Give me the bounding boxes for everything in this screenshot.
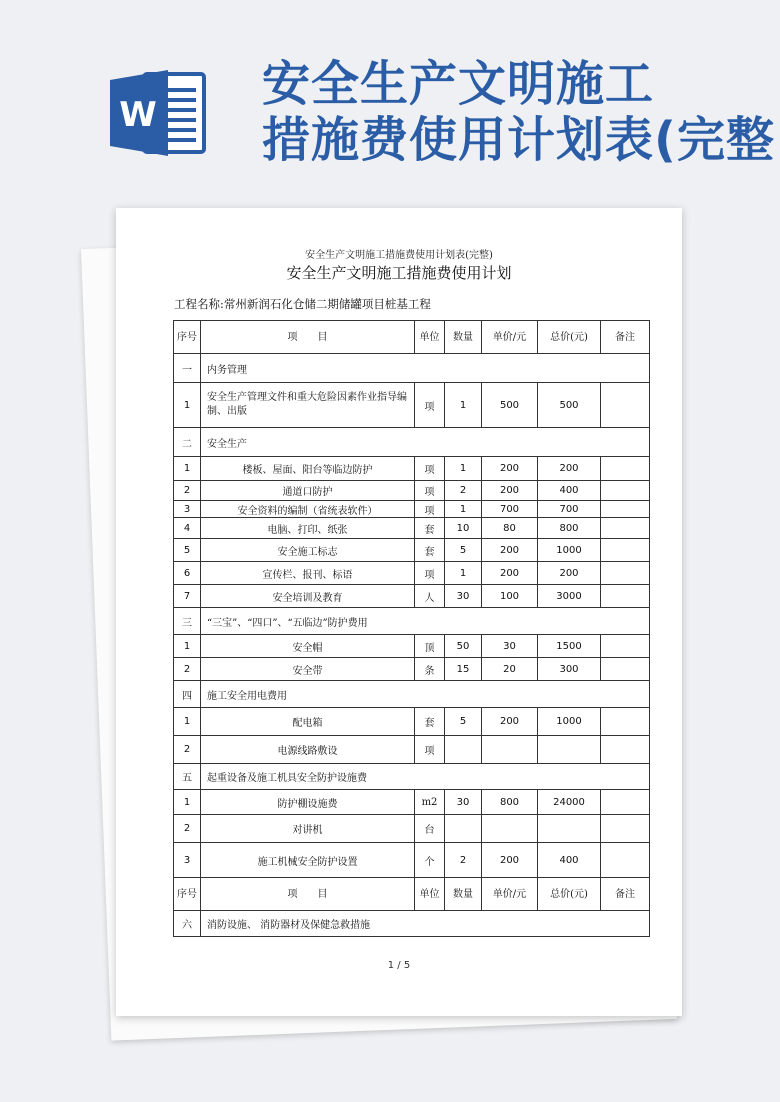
row-unit: 项 bbox=[415, 481, 445, 501]
row-number: 1 bbox=[174, 383, 201, 428]
row-number: 2 bbox=[174, 658, 201, 681]
word-icon bbox=[110, 68, 208, 158]
header-price: 单价/元 bbox=[482, 321, 538, 354]
section-row bbox=[174, 428, 650, 457]
header-unit: 单位 bbox=[415, 321, 445, 354]
row-unit: 条 bbox=[415, 658, 445, 681]
row-total-price bbox=[538, 736, 601, 764]
row-note bbox=[601, 635, 650, 658]
row-total-price: 300 bbox=[538, 658, 601, 681]
section-row bbox=[174, 681, 650, 708]
row-unit: 项 bbox=[415, 383, 445, 428]
section-row bbox=[174, 608, 650, 635]
row-unit: 套 bbox=[415, 539, 445, 562]
row-note bbox=[601, 658, 650, 681]
row-number: 1 bbox=[174, 790, 201, 815]
row-unit: 台 bbox=[415, 815, 445, 843]
row-unit: 个 bbox=[415, 843, 445, 878]
row-total-price: 500 bbox=[538, 383, 601, 428]
header-note: 备注 bbox=[601, 878, 650, 911]
row-item-name: 对讲机 bbox=[201, 815, 415, 843]
row-number: 1 bbox=[174, 635, 201, 658]
row-item-name: 施工机械安全防护设置 bbox=[201, 843, 415, 878]
row-quantity: 5 bbox=[445, 539, 482, 562]
row-item-name: 安全帽 bbox=[201, 635, 415, 658]
row-number: 1 bbox=[174, 457, 201, 481]
row-unit-price: 200 bbox=[482, 843, 538, 878]
table-row bbox=[174, 815, 650, 843]
row-quantity: 30 bbox=[445, 790, 482, 815]
table-row bbox=[174, 501, 650, 518]
table-row bbox=[174, 790, 650, 815]
row-note bbox=[601, 501, 650, 518]
section-row bbox=[174, 354, 650, 383]
banner-title-line2: 措施费使用计划表(完整 bbox=[262, 112, 775, 168]
row-unit: 项 bbox=[415, 501, 445, 518]
row-total-price: 1000 bbox=[538, 539, 601, 562]
section-number: 四 bbox=[174, 681, 201, 708]
row-note bbox=[601, 457, 650, 481]
row-note bbox=[601, 539, 650, 562]
section-number: 三 bbox=[174, 608, 201, 635]
row-note bbox=[601, 383, 650, 428]
project-name: 工程名称:常州新润石化仓储二期储罐项目桩基工程 bbox=[174, 297, 431, 311]
row-unit-price: 200 bbox=[482, 457, 538, 481]
row-number: 6 bbox=[174, 562, 201, 585]
section-name: 消防设施、 消防器材及保健急救措施 bbox=[201, 911, 650, 937]
row-note bbox=[601, 736, 650, 764]
row-total-price: 700 bbox=[538, 501, 601, 518]
row-unit-price: 200 bbox=[482, 539, 538, 562]
row-number: 7 bbox=[174, 585, 201, 608]
table-row bbox=[174, 481, 650, 501]
table-row bbox=[174, 843, 650, 878]
row-quantity: 10 bbox=[445, 518, 482, 539]
row-note bbox=[601, 708, 650, 736]
row-number: 3 bbox=[174, 501, 201, 518]
row-quantity: 50 bbox=[445, 635, 482, 658]
header-qty: 数量 bbox=[445, 878, 482, 911]
row-number: 2 bbox=[174, 815, 201, 843]
header-no: 序号 bbox=[174, 321, 201, 354]
table-row bbox=[174, 736, 650, 764]
row-unit: 套 bbox=[415, 518, 445, 539]
table-row bbox=[174, 562, 650, 585]
table-header-row bbox=[174, 321, 650, 354]
header-price: 单价/元 bbox=[482, 878, 538, 911]
row-unit: 人 bbox=[415, 585, 445, 608]
header-no: 序号 bbox=[174, 878, 201, 911]
section-number: 二 bbox=[174, 428, 201, 457]
row-total-price: 1000 bbox=[538, 708, 601, 736]
row-unit: 套 bbox=[415, 708, 445, 736]
row-unit-price: 200 bbox=[482, 481, 538, 501]
page-number: 1 / 5 bbox=[387, 960, 411, 971]
row-item-name: 防护棚设施费 bbox=[201, 790, 415, 815]
row-number: 5 bbox=[174, 539, 201, 562]
row-number: 2 bbox=[174, 481, 201, 501]
section-row bbox=[174, 764, 650, 790]
row-item-name: 安全生产管理文件和重大危险因素作业指导编制、出版 bbox=[201, 383, 415, 428]
header-item: 项 目 bbox=[201, 878, 415, 911]
header-item: 项 目 bbox=[201, 321, 415, 354]
header-unit: 单位 bbox=[415, 878, 445, 911]
section-name: “三宝”、“四口”、“五临边”防护费用 bbox=[201, 608, 650, 635]
row-item-name: 宣传栏、报刊、标语 bbox=[201, 562, 415, 585]
row-number: 3 bbox=[174, 843, 201, 878]
row-number: 4 bbox=[174, 518, 201, 539]
row-quantity bbox=[445, 815, 482, 843]
row-quantity: 30 bbox=[445, 585, 482, 608]
table-row bbox=[174, 635, 650, 658]
section-number: 五 bbox=[174, 764, 201, 790]
row-note bbox=[601, 585, 650, 608]
row-quantity: 5 bbox=[445, 708, 482, 736]
table-header-row-repeat bbox=[174, 878, 650, 911]
row-total-price bbox=[538, 815, 601, 843]
row-unit-price: 80 bbox=[482, 518, 538, 539]
row-unit-price: 700 bbox=[482, 501, 538, 518]
row-total-price: 400 bbox=[538, 843, 601, 878]
cost-plan-table bbox=[173, 320, 650, 937]
header-note: 备注 bbox=[601, 321, 650, 354]
table-row bbox=[174, 708, 650, 736]
section-number: 六 bbox=[174, 911, 201, 937]
row-unit-price: 20 bbox=[482, 658, 538, 681]
table-row bbox=[174, 658, 650, 681]
row-unit-price: 200 bbox=[482, 708, 538, 736]
table-row bbox=[174, 539, 650, 562]
section-name: 内务管理 bbox=[201, 354, 650, 383]
row-note bbox=[601, 843, 650, 878]
document-title: 安全生产文明施工措施费使用计划 bbox=[286, 264, 512, 282]
table-row bbox=[174, 518, 650, 539]
section-name: 起重设备及施工机具安全防护设施费 bbox=[201, 764, 650, 790]
table-row bbox=[174, 457, 650, 481]
section-row bbox=[174, 911, 650, 937]
header-total: 总价(元) bbox=[538, 878, 601, 911]
row-quantity: 2 bbox=[445, 481, 482, 501]
header-qty: 数量 bbox=[445, 321, 482, 354]
row-total-price: 400 bbox=[538, 481, 601, 501]
row-total-price: 24000 bbox=[538, 790, 601, 815]
section-name: 安全生产 bbox=[201, 428, 650, 457]
row-item-name: 通道口防护 bbox=[201, 481, 415, 501]
svg-text:W: W bbox=[119, 95, 157, 135]
section-number: 一 bbox=[174, 354, 201, 383]
row-quantity: 2 bbox=[445, 843, 482, 878]
section-name: 施工安全用电费用 bbox=[201, 681, 650, 708]
row-note bbox=[601, 562, 650, 585]
row-unit-price bbox=[482, 815, 538, 843]
row-quantity: 1 bbox=[445, 383, 482, 428]
row-note bbox=[601, 815, 650, 843]
row-unit-price: 100 bbox=[482, 585, 538, 608]
row-item-name: 安全带 bbox=[201, 658, 415, 681]
row-item-name: 楼板、屋面、阳台等临边防护 bbox=[201, 457, 415, 481]
row-item-name: 配电箱 bbox=[201, 708, 415, 736]
document-page bbox=[116, 208, 682, 1016]
banner-title bbox=[262, 56, 775, 168]
row-item-name: 电脑、打印、纸张 bbox=[201, 518, 415, 539]
row-total-price: 200 bbox=[538, 562, 601, 585]
row-quantity: 15 bbox=[445, 658, 482, 681]
row-number: 2 bbox=[174, 736, 201, 764]
row-item-name: 安全培训及教育 bbox=[201, 585, 415, 608]
header-total: 总价(元) bbox=[538, 321, 601, 354]
row-unit-price bbox=[482, 736, 538, 764]
row-unit-price: 200 bbox=[482, 562, 538, 585]
document-subtitle: 安全生产文明施工措施费使用计划表(完整) bbox=[305, 250, 493, 261]
row-unit: m2 bbox=[415, 790, 445, 815]
row-note bbox=[601, 790, 650, 815]
row-total-price: 800 bbox=[538, 518, 601, 539]
row-quantity: 1 bbox=[445, 562, 482, 585]
row-unit-price: 30 bbox=[482, 635, 538, 658]
row-quantity bbox=[445, 736, 482, 764]
row-unit: 项 bbox=[415, 457, 445, 481]
table-row bbox=[174, 585, 650, 608]
row-unit-price: 800 bbox=[482, 790, 538, 815]
row-note bbox=[601, 518, 650, 539]
row-total-price: 1500 bbox=[538, 635, 601, 658]
table-row bbox=[174, 383, 650, 428]
row-item-name: 电源线路敷设 bbox=[201, 736, 415, 764]
row-unit-price: 500 bbox=[482, 383, 538, 428]
row-note bbox=[601, 481, 650, 501]
row-item-name: 安全施工标志 bbox=[201, 539, 415, 562]
banner-title-line1: 安全生产文明施工 bbox=[262, 56, 655, 112]
row-quantity: 1 bbox=[445, 457, 482, 481]
row-quantity: 1 bbox=[445, 501, 482, 518]
row-unit: 项 bbox=[415, 736, 445, 764]
row-unit: 项 bbox=[415, 562, 445, 585]
row-total-price: 200 bbox=[538, 457, 601, 481]
row-number: 1 bbox=[174, 708, 201, 736]
row-total-price: 3000 bbox=[538, 585, 601, 608]
row-item-name: 安全资料的编制（省统表软件） bbox=[201, 501, 415, 518]
row-unit: 顶 bbox=[415, 635, 445, 658]
